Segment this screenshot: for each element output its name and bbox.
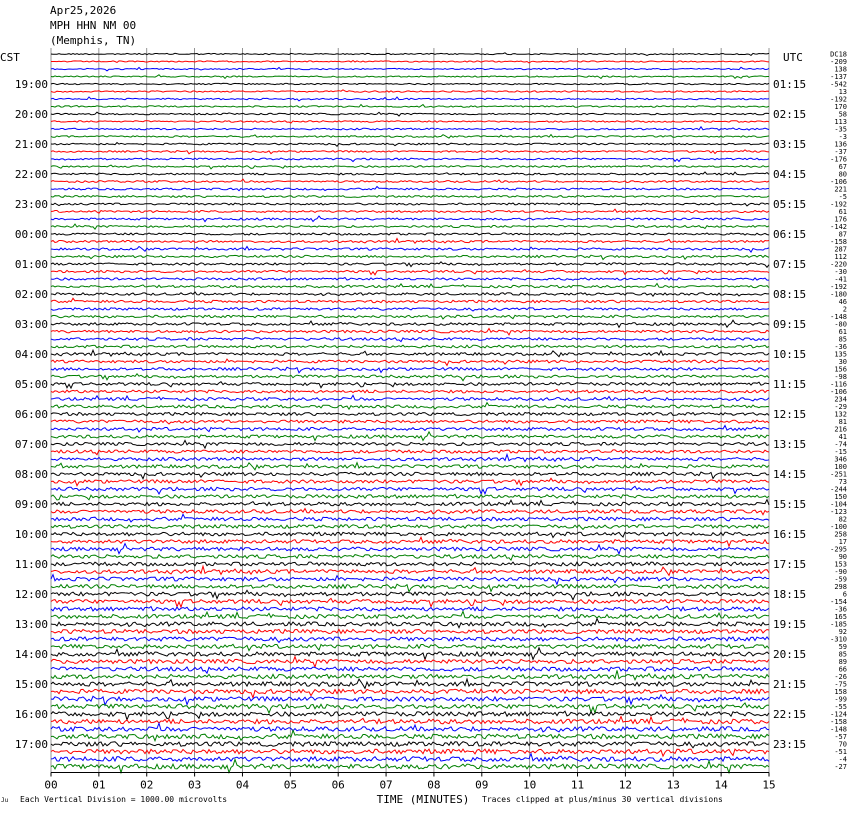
trace-line	[51, 247, 769, 253]
trace-offset-label: 80	[838, 170, 847, 179]
x-tick-label: 14	[714, 778, 728, 792]
trace-lines	[51, 53, 769, 773]
trace-line	[51, 630, 769, 634]
trace-offset-label: -148	[830, 313, 847, 321]
trace-offset-label: 61	[838, 208, 847, 216]
left-time-label: 20:00	[14, 108, 48, 121]
trace-offset-label: 150	[834, 493, 847, 501]
x-axis-title: TIME (MINUTES)	[376, 793, 470, 806]
trace-offset-label: 132	[834, 410, 847, 419]
trace-offset-label: -116	[830, 380, 847, 389]
right-time-label: 04:15	[773, 168, 807, 181]
trace-offset-label: 258	[834, 530, 847, 539]
trace-offset-label: DC18	[830, 50, 847, 59]
trace-line	[51, 667, 769, 673]
trace-offset-label: 112	[834, 253, 847, 261]
trace-offset-label: 298	[834, 583, 847, 591]
trace-offset-label: -192	[830, 95, 847, 104]
trace-line	[51, 224, 769, 229]
trace-offset-label: -26	[834, 673, 847, 681]
trace-offset-label: -542	[830, 80, 847, 89]
x-tick-label: 07	[379, 778, 393, 792]
trace-line	[51, 127, 769, 130]
left-time-label: 14:00	[14, 648, 48, 661]
x-tick-label: 10	[523, 778, 537, 792]
trace-line	[51, 338, 769, 342]
left-time-label: 13:00	[14, 618, 48, 631]
trace-offset-label: 113	[834, 118, 847, 126]
trace-line	[51, 525, 769, 530]
trace-line	[51, 749, 769, 756]
right-time-label: 06:15	[773, 228, 807, 241]
x-tick-label: 01	[92, 778, 106, 792]
trace-line	[51, 233, 769, 235]
right-time-label: 15:15	[773, 498, 807, 511]
trace-line	[51, 61, 769, 63]
trace-offset-label: 165	[834, 613, 847, 621]
trace-line	[51, 350, 769, 357]
left-time-label: 01:00	[14, 258, 48, 271]
trace-offset-label: -158	[830, 238, 847, 246]
trace-offset-label: -37	[834, 148, 847, 156]
trace-line	[51, 760, 769, 773]
trace-offset-label: 176	[834, 215, 847, 224]
trace-offset-label: -310	[830, 635, 847, 644]
trace-offset-label: -295	[830, 545, 847, 554]
right-time-label: 01:15	[773, 78, 807, 91]
trace-offset-label: -90	[834, 568, 847, 576]
trace-line	[51, 292, 769, 296]
x-tick-label: 13	[666, 778, 680, 792]
right-time-label: 16:15	[773, 528, 807, 541]
trace-offset-label: -176	[830, 155, 847, 164]
left-time-label: 16:00	[14, 708, 48, 721]
trace-line	[51, 278, 769, 281]
trace-offset-label: 58	[838, 110, 847, 119]
trace-line	[51, 532, 769, 537]
trace-line	[51, 509, 769, 515]
trace-line	[51, 112, 769, 116]
trace-offset-label: -142	[830, 223, 847, 231]
trace-line	[51, 143, 769, 147]
trace-line	[51, 382, 769, 388]
trace-line	[51, 374, 769, 381]
trace-offset-label: -29	[834, 403, 847, 411]
trace-line	[51, 657, 769, 667]
trace-line	[51, 262, 769, 268]
left-time-label: 11:00	[14, 558, 48, 571]
trace-offset-label: 67	[838, 163, 847, 171]
trace-line	[51, 426, 769, 433]
trace-offset-label: -185	[830, 620, 847, 629]
trace-offset-label: -75	[834, 680, 847, 689]
right-time-label: 11:15	[773, 378, 807, 391]
trace-offset-label: -220	[830, 260, 847, 269]
trace-offset-label: 61	[838, 328, 847, 336]
trace-line	[51, 455, 769, 462]
x-tick-label: 06	[331, 778, 345, 792]
x-axis	[44, 773, 775, 792]
right-time-label: 20:15	[773, 648, 807, 661]
trace-line	[51, 619, 769, 628]
trace-line	[51, 284, 769, 288]
trace-line	[51, 158, 769, 161]
trace-offset-label: 6	[842, 590, 847, 599]
trace-offset-label: -148	[830, 725, 847, 734]
right-zone-label: UTC	[783, 51, 803, 64]
trace-line	[51, 514, 769, 522]
trace-offset-label: -35	[834, 125, 847, 134]
trace-line	[51, 432, 769, 441]
trace-line	[51, 67, 769, 71]
left-time-label: 08:00	[14, 468, 48, 481]
trace-line	[51, 413, 769, 416]
trace-line	[51, 403, 769, 410]
x-tick-label: 11	[570, 778, 585, 792]
trace-offset-label: -158	[830, 718, 847, 726]
trace-offset-label: 66	[838, 665, 847, 674]
trace-offset-label: 287	[834, 245, 847, 254]
trace-offset-label: -106	[830, 178, 847, 186]
trace-line	[51, 500, 769, 506]
vertical-division-note: Each Vertical Division = 1000.00 microvolts	[20, 795, 228, 804]
trace-offset-label: -27	[834, 763, 847, 771]
trace-offset-label: -244	[830, 485, 847, 494]
trace-line	[51, 544, 769, 554]
trace-offset-label: 85	[838, 650, 847, 659]
trace-line	[51, 359, 769, 365]
trace-offset-label: -30	[834, 268, 847, 276]
trace-line	[51, 298, 769, 302]
x-tick-label: 05	[283, 778, 297, 792]
trace-offset-label: -251	[830, 470, 847, 479]
trace-line	[51, 270, 769, 275]
trace-offset-label: -154	[830, 598, 847, 606]
trace-line	[51, 75, 769, 79]
trace-line	[51, 308, 769, 311]
trace-line	[51, 450, 769, 455]
trace-offset-label: 138	[834, 65, 847, 74]
trace-offset-label: 221	[834, 185, 847, 194]
trace-offset-label: -100	[830, 523, 847, 531]
trace-offset-label: -124	[830, 710, 847, 719]
right-time-label: 19:15	[773, 618, 807, 631]
left-time-label: 06:00	[14, 408, 48, 421]
trace-line	[51, 172, 769, 175]
trace-offset-label: -59	[834, 575, 847, 584]
trace-line	[51, 703, 769, 713]
trace-line	[51, 187, 769, 191]
x-tick-label: 08	[427, 778, 441, 792]
clipping-note: Traces clipped at plus/minus 30 vertical divisions	[482, 795, 723, 804]
trace-line	[51, 90, 769, 92]
right-time-label: 07:15	[773, 258, 807, 271]
trace-line	[51, 695, 769, 705]
right-time-label: 13:15	[773, 438, 807, 451]
trace-offset-label: -74	[834, 440, 847, 449]
trace-line	[51, 367, 769, 373]
trace-offset-label: 234	[834, 395, 847, 404]
left-time-label: 17:00	[14, 738, 48, 751]
left-time-label: 05:00	[14, 378, 48, 391]
left-time-label: 04:00	[14, 348, 48, 361]
trace-line	[51, 209, 769, 213]
left-time-label: 15:00	[14, 678, 48, 691]
trace-offset-label: -192	[830, 283, 847, 291]
trace-line	[51, 486, 769, 494]
trace-offset-label: -55	[834, 703, 847, 711]
trace-offset-label: 90	[838, 553, 847, 561]
trace-offset-label: 13	[838, 88, 847, 96]
trace-offset-label: 156	[834, 365, 847, 374]
trace-line	[51, 97, 769, 101]
trace-offset-label: 135	[834, 350, 847, 359]
trace-line	[51, 611, 769, 618]
left-time-labels	[15, 78, 48, 751]
trace-line	[51, 196, 769, 198]
trace-line	[51, 478, 769, 485]
trace-offset-label: 46	[838, 298, 847, 306]
trace-line	[51, 53, 769, 56]
right-time-label: 02:15	[773, 108, 807, 121]
trace-line	[51, 723, 769, 732]
right-time-label: 05:15	[773, 198, 807, 211]
trace-offset-label: -3	[838, 133, 847, 141]
trace-line	[51, 83, 769, 85]
trace-line	[51, 203, 769, 206]
corner-mark: Ju	[1, 797, 9, 804]
trace-line	[51, 590, 769, 600]
left-time-label: 02:00	[14, 288, 48, 301]
right-time-label: 21:15	[773, 678, 807, 691]
trace-offset-label: -80	[834, 320, 847, 329]
trace-offset-label: 170	[834, 103, 847, 111]
trace-line	[51, 121, 769, 123]
trace-line	[51, 562, 769, 566]
trace-line	[51, 598, 769, 607]
trace-offset-label: 92	[838, 628, 847, 636]
trace-offset-label: -15	[834, 448, 847, 456]
trace-offset-label: 30	[838, 358, 847, 366]
trace-line	[51, 637, 769, 642]
x-tick-label: 03	[187, 778, 202, 792]
left-time-label: 09:00	[14, 498, 48, 511]
trace-offset-label: -137	[830, 73, 847, 81]
left-time-label: 00:00	[14, 228, 48, 241]
trace-line	[51, 730, 769, 740]
trace-offset-label: -57	[834, 733, 847, 741]
trace-offset-label: 346	[834, 455, 847, 464]
trace-line	[51, 566, 769, 575]
header-date: Apr25,2026	[50, 4, 117, 17]
trace-offset-label: 87	[838, 230, 847, 239]
trace-line	[51, 135, 769, 139]
trace-offset-label: -123	[830, 508, 847, 516]
right-time-label: 23:15	[773, 738, 807, 751]
trace-line	[51, 395, 769, 401]
right-time-label: 17:15	[773, 558, 807, 571]
trace-offset-label: -192	[830, 200, 847, 209]
right-time-labels	[773, 78, 806, 751]
right-time-label: 14:15	[773, 468, 807, 481]
trace-line	[51, 150, 769, 154]
trace-line	[51, 420, 769, 424]
trace-line	[51, 742, 769, 748]
x-tick-label: 04	[235, 778, 250, 792]
trace-line	[51, 463, 769, 470]
header-location: (Memphis, TN)	[50, 34, 137, 47]
left-time-label: 07:00	[14, 438, 48, 451]
trace-offset-label: 158	[834, 688, 847, 696]
right-time-label: 09:15	[773, 318, 807, 331]
x-tick-label: 09	[475, 778, 489, 792]
trace-line	[51, 440, 769, 448]
trace-line	[51, 679, 769, 688]
trace-offset-label: -36	[834, 343, 847, 351]
trace-line	[51, 555, 769, 561]
trace-offset-label: -36	[834, 605, 847, 614]
trace-line	[51, 255, 769, 259]
right-time-label: 10:15	[773, 348, 807, 361]
right-time-label: 03:15	[773, 138, 807, 151]
left-time-label: 21:00	[14, 138, 48, 151]
trace-offset-label: 153	[834, 560, 847, 569]
trace-line	[51, 472, 769, 479]
trace-offset-label: -41	[834, 275, 847, 284]
trace-line	[51, 606, 769, 611]
trace-line	[51, 648, 769, 660]
header-station: MPH HHN NM 00	[50, 19, 137, 32]
trace-line	[51, 315, 769, 319]
trace-line	[51, 320, 769, 327]
trace-offset-label: 41	[838, 433, 847, 441]
left-zone-label: CST	[0, 51, 20, 64]
trace-offset-label: -106	[830, 388, 847, 396]
trace-offset-label: 17	[838, 538, 847, 546]
trace-offset-label: -180	[830, 290, 847, 299]
trace-line	[51, 345, 769, 348]
trace-offset-label: 100	[834, 463, 847, 471]
trace-offset-labels	[830, 51, 847, 772]
trace-line	[51, 644, 769, 650]
trace-line	[51, 179, 769, 183]
left-time-label: 19:00	[14, 78, 48, 91]
trace-line	[51, 575, 769, 585]
trace-line	[51, 670, 769, 679]
trace-line	[51, 390, 769, 393]
trace-offset-label: -4	[838, 755, 847, 764]
trace-offset-label: -51	[834, 748, 847, 756]
left-time-label: 03:00	[14, 318, 48, 331]
trace-offset-label: 136	[834, 140, 847, 149]
trace-offset-label: 82	[838, 515, 847, 524]
trace-line	[51, 165, 769, 169]
trace-line	[51, 216, 769, 222]
trace-line	[51, 537, 769, 546]
trace-line	[51, 754, 769, 762]
trace-offset-label: 70	[838, 740, 847, 749]
trace-line	[51, 239, 769, 244]
trace-offset-label: 2	[842, 305, 847, 314]
trace-offset-label: 216	[834, 425, 847, 434]
x-tick-label: 12	[618, 778, 633, 792]
trace-line	[51, 105, 769, 108]
left-time-label: 22:00	[14, 168, 48, 181]
trace-offset-label: 85	[838, 335, 847, 344]
left-time-label: 10:00	[14, 528, 48, 541]
trace-offset-label: 81	[838, 418, 847, 426]
x-tick-label: 02	[140, 778, 154, 792]
trace-offset-label: 59	[838, 643, 847, 651]
trace-line	[51, 494, 769, 500]
trace-offset-label: -98	[834, 373, 847, 381]
trace-line	[51, 584, 769, 592]
right-time-label: 22:15	[773, 708, 807, 721]
trace-line	[51, 329, 769, 335]
trace-offset-label: -104	[830, 500, 847, 509]
trace-line	[51, 711, 769, 720]
x-tick-label: 15	[762, 778, 776, 792]
trace-offset-label: -99	[834, 695, 847, 704]
right-time-label: 12:15	[773, 408, 807, 421]
trace-offset-label: 89	[838, 658, 847, 666]
trace-offset-label: 73	[838, 478, 847, 486]
trace-offset-label: -5	[838, 193, 847, 201]
right-time-label: 08:15	[773, 288, 807, 301]
trace-offset-label: -209	[830, 58, 847, 66]
x-tick-label: 00	[44, 778, 58, 792]
left-time-label: 23:00	[14, 198, 48, 211]
right-time-label: 18:15	[773, 588, 807, 601]
left-time-label: 12:00	[14, 588, 48, 601]
